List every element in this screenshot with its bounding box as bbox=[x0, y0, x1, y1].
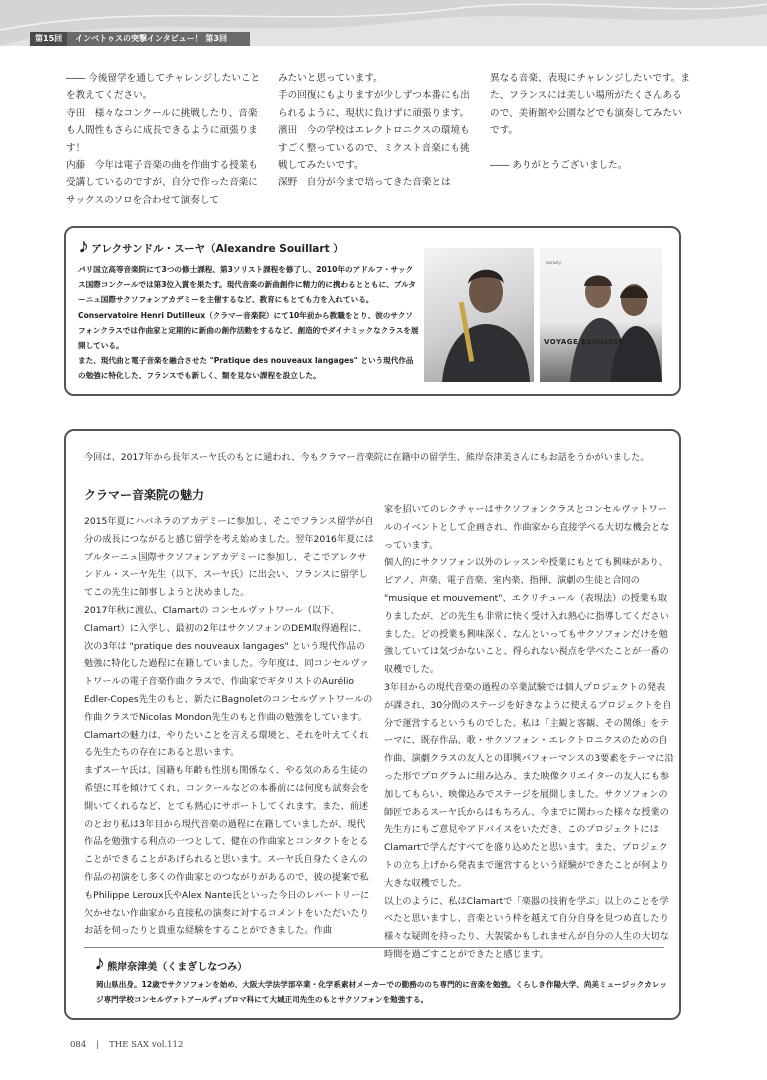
intro-interview bbox=[66, 70, 694, 206]
magazine-name: THE SAX vol.112 bbox=[109, 1040, 184, 1050]
profile-heading bbox=[96, 957, 247, 973]
album-label: parasty bbox=[546, 260, 562, 265]
intro-paragraph: みたいと思っています。 bbox=[278, 73, 383, 84]
article-column-right bbox=[384, 501, 674, 964]
intro-paragraph: 内藤 今年は電子音楽の曲を作曲する授業も受講しているのですが、自分で作った音楽にサックスのソロを合わせて演奏して bbox=[66, 160, 258, 206]
article-lead: 今回は、2017年から長年スーヤ氏のもとに通われ、今もクラマー音楽院に在籍中の留学生、熊岸奈津美さんにもお話をうかがいました。 bbox=[84, 452, 650, 463]
series-title: インベトゥスの突撃インタビュー！ 第3回 bbox=[67, 32, 250, 46]
portrait-figure bbox=[424, 248, 534, 382]
article-column-left bbox=[84, 513, 374, 940]
album-title: VOYAGE ESQUISSE bbox=[544, 338, 624, 346]
profile-name: アレクサンドル・スーヤ（Alexandre Souillart ） bbox=[91, 242, 344, 255]
saxophone-icon: 𝅘𝅥𝅮 bbox=[96, 957, 104, 973]
article-paragraph: 個人的にサクソフォン以外のレッスンや授業にもとても興味があり、ピアノ、声楽、電子音楽、室内楽、指揮、演劇の生徒と合同の "musique et mouvement"、エクリチュール（表現法）の授業も取りましたが、どの先生も非常に快く受け入れ熱心に指導してくださいました。どの授業も興味深く、なんといってもサクソフォンだけを勉強していては気づかないこと、得られない視点を学べたことが一番の収穫でした。 bbox=[384, 557, 669, 676]
intro-paragraph: ―― ありがとうございました。 bbox=[490, 160, 628, 172]
album-cover bbox=[540, 248, 662, 382]
profile-heading bbox=[80, 240, 344, 256]
header-band bbox=[0, 0, 767, 46]
intro-paragraph: 濱田 今の学校はエレクトロニクスの環境もすごく整っているので、ミクスト音楽にも挑戦してみたいです。 bbox=[278, 125, 470, 172]
page-footer bbox=[70, 1040, 183, 1050]
profile-box-souillart bbox=[64, 226, 681, 396]
article-paragraph: 3年目からの現代音楽の過程の卒業試験では個人プロジェクトの発表が課され、30分間のステージを好きなように使えるプロジェクトを自分で運営するというものでした。私は「主観と客観、その関係」をテーマに、既存作品、歌・サクソフォン・エレクトロニクスのための自作曲、演劇クラスの友人との即興パフォーマンスの3要素をテーマに沿った形でプログラムに組み込み、また映像クリエイターの友人にも参加してもらい、映像込みでステージを展開しました。サクソフォンの師匠であるスーヤ氏からはもちろん、今までに関わった様々な授業の先生方にもご意見やアドバイスをいただき、このプロジェクトにはClamartで学んだすべてを盛り込めたと思います。また、プロジェクトの立ち上げから発表まで運営するという経験ができたことが何より大きな収穫でした。 bbox=[384, 681, 674, 889]
intro-paragraph: 異なる音楽、表現にチャレンジしたいです。また、フランスには美しい場所がたくさんあるので、美術館や公園などでも演奏してみたいです。 bbox=[490, 73, 690, 137]
profile-paragraph: Conservatoire Henri Dutilleux（クラマー音楽院）にて10年前から教職をとり、彼のサクソフォンクラスでは作曲家と定期的に新曲の創作活動をするなど、創造的でダイナミックなクラスを展開している。 bbox=[78, 310, 419, 351]
profile-name: 熊岸奈津美（くまぎしなつみ） bbox=[107, 961, 248, 973]
intro-paragraph: 深野 自分が今まで培ってきた音楽とは bbox=[278, 177, 451, 189]
intro-column-2 bbox=[278, 70, 476, 192]
profile-text bbox=[78, 262, 420, 384]
profile-text: 岡山県出身。12歳でサクソフォンを始め、大阪大学法学部卒業・化学系素材メーカーでの勤務ののち専門的に音楽を勉強。くらしき作陽大学、尚美ミュージックカレッジ専門学校コンセルヴァトアールディプロマ科にて大城正司先生のもとサクソフォンを勉強する。 bbox=[96, 980, 667, 1005]
issue-number: 第15回 bbox=[30, 32, 67, 46]
article-paragraph: 2015年夏にハバネラのアカデミーに参加し、そこでフランス留学が自分の成長につながると感じ留学を考え始めました。翌年2016年夏にはブルターニュ国際サクソフォンアカデミーに参加し、そこでアレクサンドル・スーヤ先生（以下、スーヤ氏）に出会い、フランスに留学してこの先生に師事しようと決めました。 bbox=[84, 516, 374, 599]
article-paragraph: Clamartの魅力は、やりたいことを言える環境と、それを叶えてくれる先生たちの存在にあると思います。 bbox=[84, 729, 369, 759]
profile-paragraph: パリ国立高等音楽院にて3つの修士課程、第3ソリスト課程を修了し、2010年のアドルフ・サックス国際コンクールでは第3位入賞を果たす。現代音楽の新曲創作に精力的に携わるとともに、ブルターニュ国際サクソフォンアカデミーを主催するなど、教育にもとても力を入れている。 bbox=[78, 265, 416, 305]
article-paragraph: 家を招いてのレクチャーはサクソフォンクラスとコンセルヴァトワールのイベントとして企画され、作曲家から直接学べる大切な機会となっています。 bbox=[384, 504, 670, 551]
intro-paragraph: 手の回復にもよりますが少しずつ本番にも出られるように、現状に負けずに頑張ります。 bbox=[278, 90, 470, 119]
intro-spacer bbox=[490, 140, 690, 157]
profile-paragraph: また、現代曲と電子音楽を融合させた "Pratique des nouveaux langages" という現代作品の勉強に特化した、フランスでも新しく、類を見ない課程を設立した。 bbox=[78, 356, 414, 381]
album-artwork bbox=[540, 248, 662, 382]
series-header bbox=[30, 32, 250, 46]
article-paragraph: まずスーヤ氏は、国籍も年齢も性別も関係なく、やる気のある生徒の希望に耳を傾けてくれ、コンクールなどの本番前には何度も試奏会を開いてくれるなど、とても熱心にサポートしてくれます。また、前述のとおり私は3年目から現代音楽の過程に在籍していましたが、現代作品を勉強する利点の一つとして、健在の作曲家とコンタクトをとることができることがあげられると思います。スーヤ氏自身たくさんの作品の初演をし多くの作曲家とのつながりがあるので、彼の提案で私もPhilippe Leroux氏やAlex Nante氏といった今日のレパートリーに欠かせない作曲家から直接私の演奏に対するコメントをいただいたりお話を伺ったりと貴重な経験をすることができました。作曲 bbox=[84, 765, 370, 937]
intro-column-1 bbox=[66, 70, 264, 209]
intro-column-3 bbox=[490, 70, 690, 174]
page-number: 084 bbox=[70, 1040, 87, 1050]
footer-separator: | bbox=[96, 1040, 100, 1050]
saxophone-icon: 𝅘𝅥𝅮 bbox=[80, 240, 88, 256]
portrait-photo bbox=[424, 248, 534, 382]
article-box bbox=[64, 429, 681, 1020]
profile-divider bbox=[84, 947, 664, 948]
article-paragraph: 以上のように、私はClamartで「楽器の技術を学ぶ」以上のことを学べたと思いますし、音楽という枠を越えて自分自身を見つめ直したり様々な疑問を持ったり、大袈裟かもしれませんが自分の人生の大切な時間を過ごすことができたと感じます。 bbox=[384, 895, 669, 960]
intro-paragraph: 寺田 様々なコンクールに挑戦したり、音楽も人間性もさらに成長できるように頑張ります！ bbox=[66, 107, 258, 154]
section-title: クラマー音楽院の魅力 bbox=[84, 488, 205, 502]
article-paragraph: 2017年秋に渡仏、Clamartの コンセルヴァトワール（以下、Clamart）に入学し、最初の2年はサクソフォンのDEM取得過程に、次の3年は "pratique des nouveaux langages" という現代作品の勉強に特化した過程に在籍していました。今年度は、同コンセルヴァトワールの電子音楽作曲クラスで、作曲家でギタリストのAurélio Edler-Copes先生のもと、新たにBagnoletのコンセルヴァトワールの作曲クラスでNicolas Mondon先生のもと作曲の勉強をしています。 bbox=[84, 604, 373, 723]
intro-paragraph: ―― 今後留学を通してチャレンジしたいことを教えてください。 bbox=[66, 73, 261, 102]
